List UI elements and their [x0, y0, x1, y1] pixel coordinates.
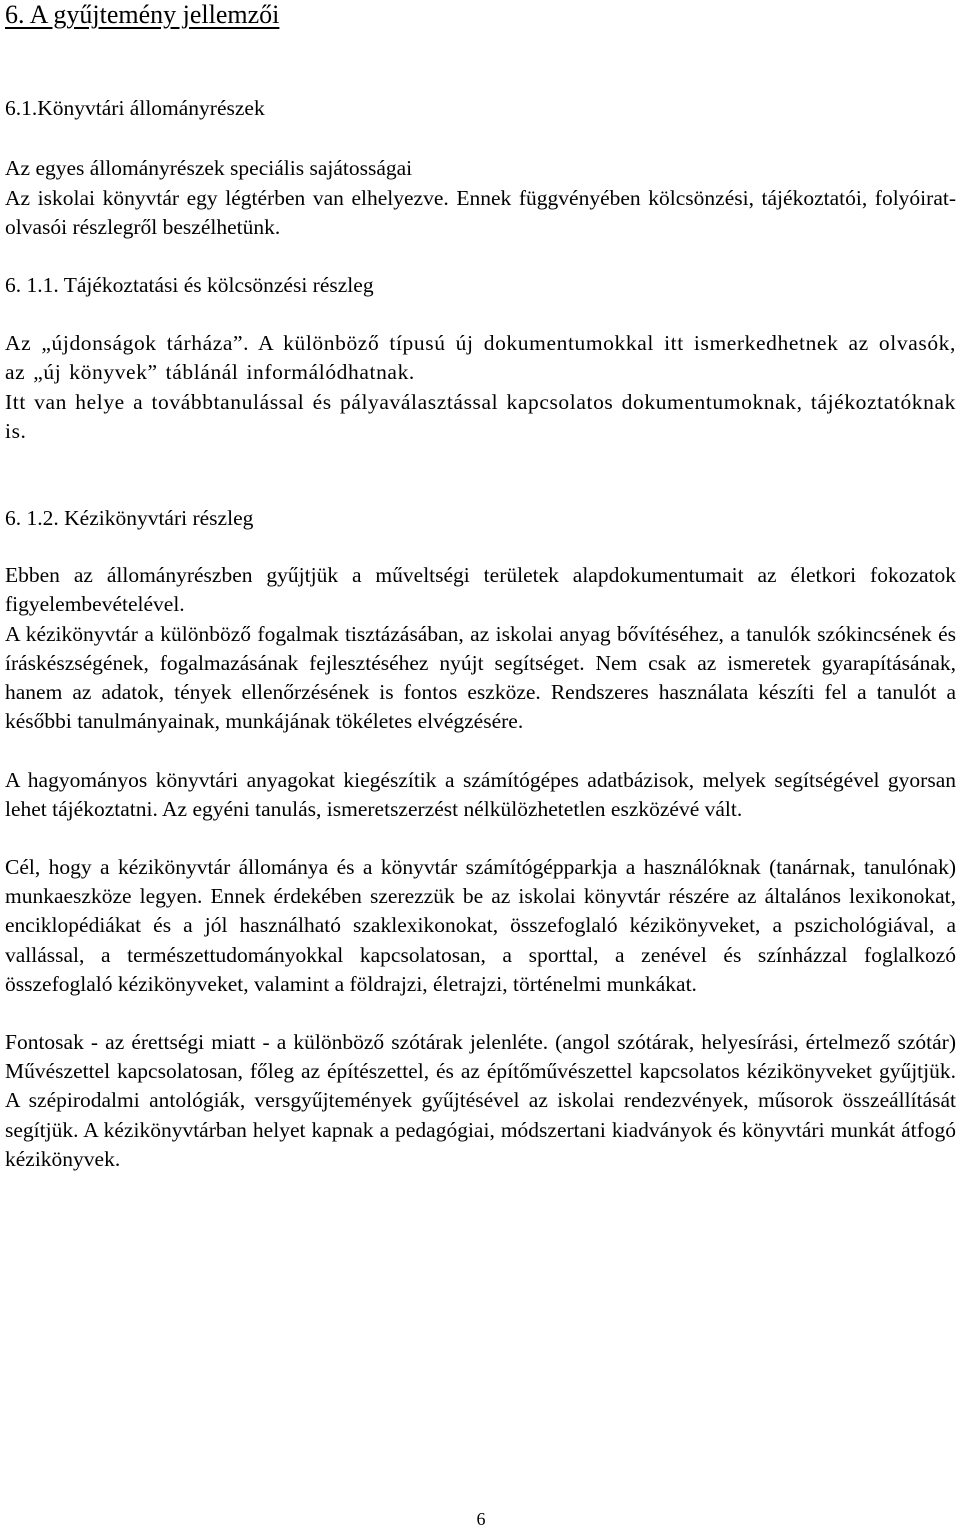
paragraph-cel: Cél, hogy a kézikönyvtár állománya és a könyvtár számítógépparkja a használóknak (tanárnak, tanulónak) munkaeszköze legyen. Ennek érdekében szerezzük be az iskolai könyvtár részére az általános lexikonokat, enciklopédiákat és a jól használható szaklexikonokat, összefoglaló kézikönyveket, a pszichológiával, a vallással, a természettudományokkal kapcsolatosan, a sporttal, a zenével és színházzal foglalkozó összefoglaló kézikönyveket, valamint a földrajzi, életrajzi, történelmi munkákat.	[5, 855, 956, 996]
paragraph-ujdonsagok: Az „újdonságok tárháza”. A különböző típusú új dokumentumokkal itt ismerkedhetnek az olvasók, az „új könyvek” táblánál informálódhatnak.	[5, 331, 956, 385]
paragraph-alapdokumentumok: Ebben az állományrészben gyűjtjük a műveltségi területek alapdokumentumait az életkori fokozatok figyelembevételével.	[5, 563, 956, 617]
paragraph-tovabbtanulas: Itt van helye a továbbtanulással és pályaválasztással kapcsolatos dokumentumoknak, tájékoztatóknak is.	[5, 389, 956, 443]
section-heading-6-1: 6.1.Könyvtári állományrészek	[5, 96, 265, 120]
intro-subtitle: Az egyes állományrészek speciális sajátosságai	[5, 156, 413, 180]
chapter-heading: 6. A gyűjtemény jellemzői	[5, 0, 280, 29]
section-heading-6-1-1: 6. 1.1. Tájékoztatási és kölcsönzési részleg	[5, 273, 374, 297]
page-number: 6	[476, 1509, 486, 1529]
paragraph-szotarak: Fontosak - az érettségi miatt - a különböző szótárak jelenléte. (angol szótárak, helyesírási, értelmező szótár) Művészettel kapcsolatosan, főleg az építészettel, és az építőművészettel kapcsolatos kézikönyveket gyűjtjük. A szépirodalmi antológiák, versgyűjtemények gyűjtésével az iskolai rendezvények, műsorok összeállítását segítjük. A kézikönyvtárban helyet kapnak a pedagógiai, módszertani kiadványok és könyvtári munkát átfogó kézikönyvek.	[5, 1030, 956, 1171]
paragraph-kezikonyvtar-fogalmak: A kézikönyvtár a különböző fogalmak tisztázásában, az iskolai anyag bővítéséhez, a tanulók szókincsének és íráskészségének, fogalmazásának fejlesztéséhez nyújt segítséget. Nem csak az ismeretek gyarapításának, hanem az adatok, tények ellenőrzésének is fontos eszköze. Rendszeres használata készíti fel a tanulót a későbbi tanulmányainak, munkájának tökéletes elvégzésére.	[5, 621, 956, 734]
intro-paragraph: Az iskolai könyvtár egy légtérben van elhelyezve. Ennek függvényében kölcsönzési, tájékoztatói, folyóirat-olvasói részlegről beszélhetünk.	[5, 185, 956, 239]
section-heading-6-1-2: 6. 1.2. Kézikönyvtári részleg	[5, 506, 254, 530]
paragraph-szamitogepes-adatbazisok: A hagyományos könyvtári anyagokat kiegészítik a számítógépes adatbázisok, melyek segítségével gyorsan lehet tájékoztatni. Az egyéni tanulás, ismeretszerzést nélkülözhetetlen eszközévé vált.	[5, 767, 956, 821]
